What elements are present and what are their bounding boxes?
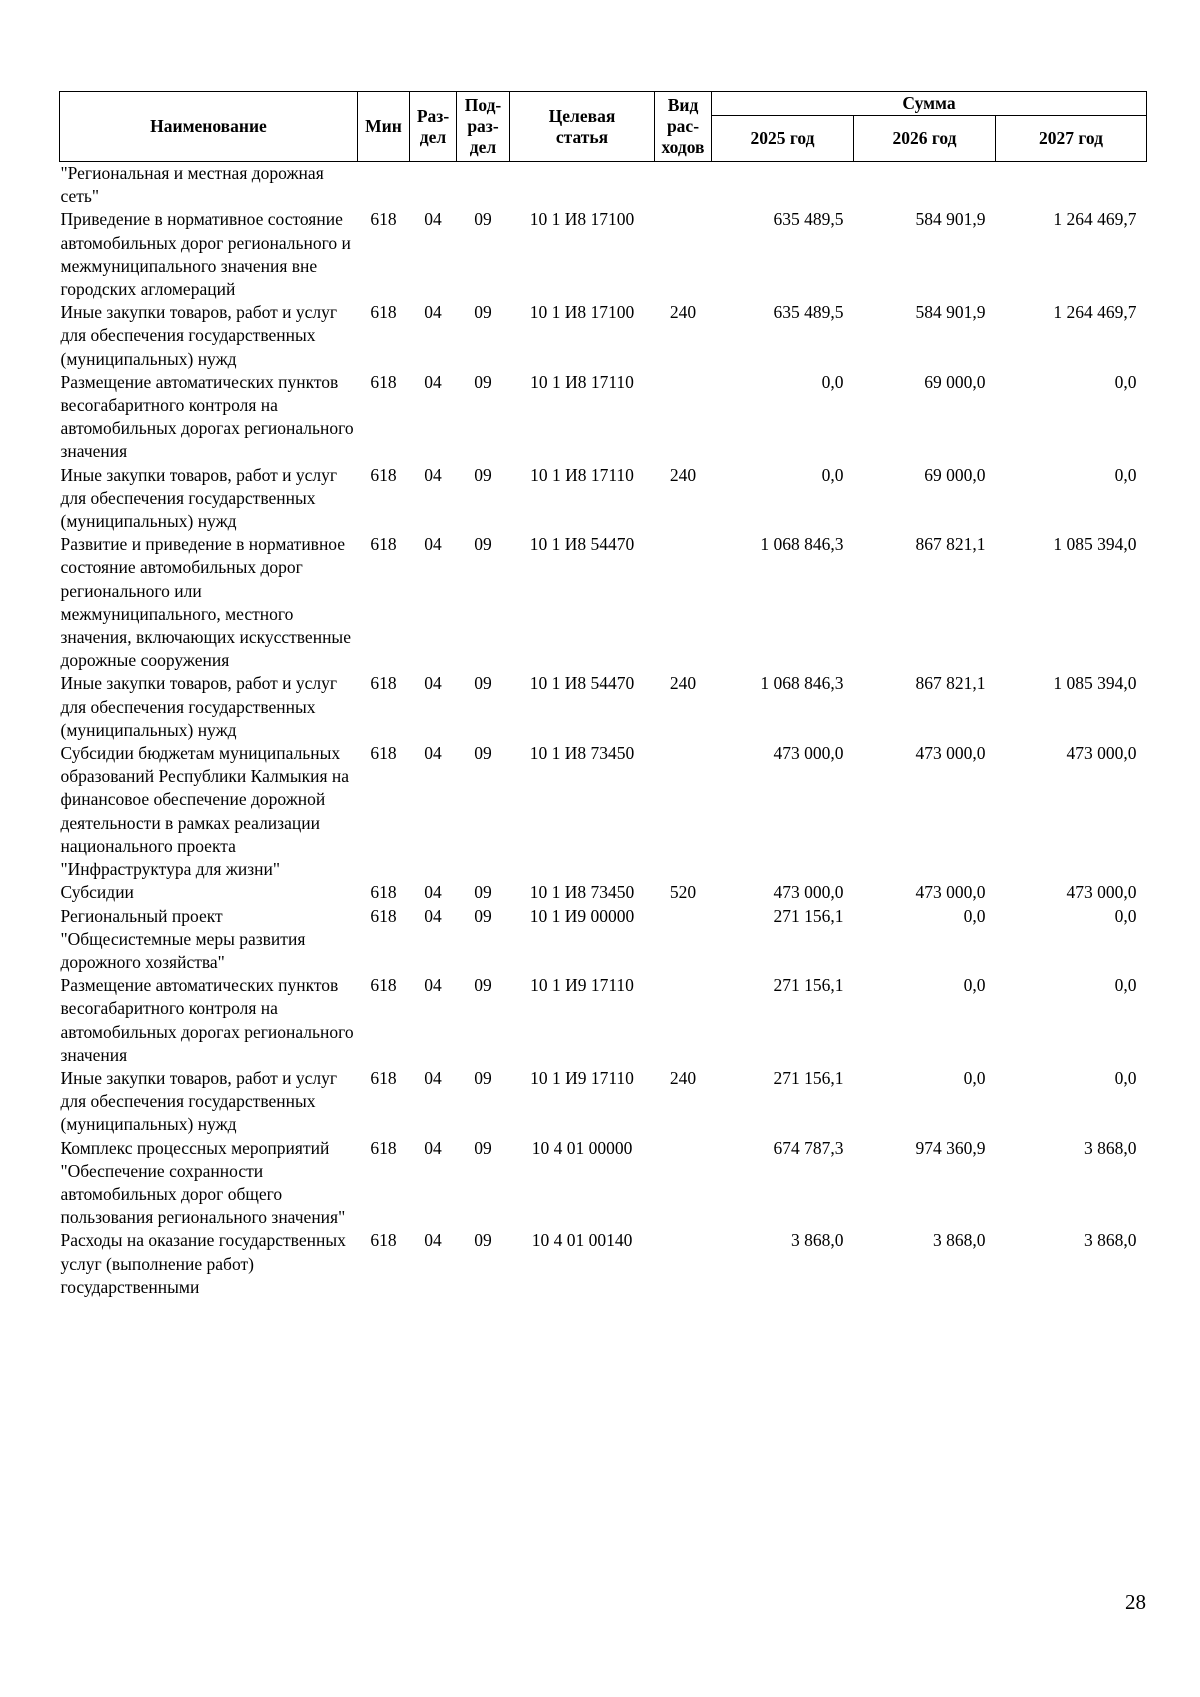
cell-razdel: 04 — [424, 673, 442, 694]
cell-razdel: 04 — [424, 464, 442, 485]
cell-sum-2027: 473 000,0 — [1066, 882, 1137, 903]
cell-sum-2025: 1 068 846,3 — [760, 673, 844, 694]
cell-sum-2026 — [854, 162, 996, 209]
page-number: 28 — [1125, 1590, 1146, 1614]
cell-vid: 240 — [669, 1067, 697, 1088]
table-row — [60, 533, 1147, 672]
cell-razdel: 04 — [424, 371, 442, 392]
cell-sum-2026: 584 901,9 — [915, 302, 986, 323]
cell-target: 10 4 01 00000 — [531, 1137, 633, 1158]
cell-sum-2027: 0,0 — [1114, 1067, 1137, 1088]
cell-sum-2027: 3 868,0 — [1084, 1230, 1137, 1251]
cell-vid — [655, 742, 712, 881]
table-row — [60, 1067, 1147, 1137]
cell-target: 10 1 И8 17100 — [529, 209, 635, 230]
cell-sum-2027: 1 264 469,7 — [1053, 302, 1137, 323]
cell-sum-2027: 0,0 — [1114, 464, 1137, 485]
cell-sum-2025: 473 000,0 — [773, 743, 844, 764]
cell-podrazdel: 09 — [474, 209, 492, 230]
table-row — [60, 742, 1147, 881]
cell-sum-2025: 271 156,1 — [773, 1067, 844, 1088]
table-row — [60, 1229, 1147, 1299]
cell-min: 618 — [370, 302, 397, 323]
cell-sum-2025: 674 787,3 — [773, 1137, 844, 1158]
header-target: Целевая статья — [510, 92, 655, 162]
cell-sum-2025: 1 068 846,3 — [760, 534, 844, 555]
cell-name: Иные закупки товаров, работ и услуг для обеспечения государственных (муниципальных) нужд — [60, 673, 338, 740]
header-year-2026: 2026 год — [854, 116, 996, 162]
cell-razdel: 04 — [424, 1067, 442, 1088]
cell-min: 618 — [370, 975, 397, 996]
header-year-2025: 2025 год — [712, 116, 854, 162]
cell-razdel — [410, 162, 457, 209]
cell-name: Субсидии — [60, 882, 134, 903]
cell-razdel: 04 — [424, 209, 442, 230]
cell-name: Приведение в нормативное состояние автомобильных дорог регионального и межмуниципального значения вне городских агломераций — [60, 209, 351, 300]
cell-sum-2027: 473 000,0 — [1066, 743, 1137, 764]
cell-sum-2026: 3 868,0 — [933, 1230, 986, 1251]
cell-target: 10 1 И8 17110 — [530, 371, 634, 392]
cell-sum-2026: 0,0 — [963, 975, 986, 996]
cell-podrazdel: 09 — [474, 1067, 492, 1088]
cell-sum-2026: 473 000,0 — [915, 743, 986, 764]
cell-sum-2027 — [996, 162, 1147, 209]
cell-target: 10 1 И8 17100 — [529, 302, 635, 323]
cell-podrazdel: 09 — [474, 534, 492, 555]
table-row — [60, 1137, 1147, 1230]
header-sum: Сумма — [712, 92, 1147, 116]
cell-vid — [655, 371, 712, 464]
cell-sum-2025: 271 156,1 — [773, 905, 844, 926]
cell-vid — [655, 533, 712, 672]
cell-sum-2026: 0,0 — [963, 905, 986, 926]
cell-target: 10 1 И8 17110 — [530, 464, 634, 485]
cell-target: 10 1 И9 00000 — [529, 905, 635, 926]
cell-target: 10 1 И9 17110 — [530, 1067, 634, 1088]
budget-table — [59, 91, 1147, 1299]
cell-sum-2025 — [712, 162, 854, 209]
cell-sum-2026: 974 360,9 — [915, 1137, 986, 1158]
cell-sum-2025: 3 868,0 — [791, 1230, 844, 1251]
cell-min: 618 — [370, 673, 397, 694]
cell-sum-2026: 0,0 — [963, 1067, 986, 1088]
cell-target: 10 1 И9 17110 — [530, 975, 634, 996]
cell-sum-2026: 69 000,0 — [924, 464, 986, 485]
cell-sum-2027: 3 868,0 — [1084, 1137, 1137, 1158]
cell-sum-2026: 69 000,0 — [924, 371, 986, 392]
cell-podrazdel: 09 — [474, 464, 492, 485]
cell-podrazdel — [457, 162, 510, 209]
table-row — [60, 208, 1147, 301]
cell-min: 618 — [370, 464, 397, 485]
cell-sum-2025: 635 489,5 — [773, 209, 844, 230]
cell-min: 618 — [370, 371, 397, 392]
cell-name: Расходы на оказание государственных услуг (выполнение работ) государственными — [60, 1230, 346, 1297]
cell-sum-2026: 867 821,1 — [915, 534, 986, 555]
cell-vid: 240 — [669, 302, 697, 323]
cell-podrazdel: 09 — [474, 882, 492, 903]
cell-sum-2026: 867 821,1 — [915, 673, 986, 694]
table-row — [60, 464, 1147, 534]
cell-name: Субсидии бюджетам муниципальных образований Республики Калмыкия на финансовое обеспечение дорожной деятельности в рамках реализации национального проекта "Инфраструктура для жизни" — [60, 743, 350, 880]
table-row — [60, 974, 1147, 1067]
table-row — [60, 672, 1147, 742]
cell-sum-2027: 0,0 — [1114, 371, 1137, 392]
table-row — [60, 162, 1147, 209]
cell-podrazdel: 09 — [474, 1137, 492, 1158]
cell-razdel: 04 — [424, 975, 442, 996]
table-row — [60, 881, 1147, 904]
header-vid: Вид рас- ходов — [655, 92, 712, 162]
cell-podrazdel: 09 — [474, 743, 492, 764]
cell-vid — [655, 1137, 712, 1230]
header-name: Наименование — [60, 92, 358, 162]
cell-target: 10 4 01 00140 — [531, 1230, 633, 1251]
cell-podrazdel: 09 — [474, 905, 492, 926]
cell-min: 618 — [370, 905, 397, 926]
header-podrazdel: Под- раз- дел — [457, 92, 510, 162]
cell-sum-2025: 0,0 — [821, 371, 844, 392]
cell-vid — [655, 162, 712, 209]
cell-vid — [655, 905, 712, 975]
cell-name: Комплекс процессных мероприятий "Обеспечение сохранности автомобильных дорог общего пользования регионального значения" — [60, 1137, 346, 1228]
cell-sum-2025: 271 156,1 — [773, 975, 844, 996]
cell-name: Развитие и приведение в нормативное состояние автомобильных дорог регионального или межмуниципального, местного значения, включающих искусственные дорожные сооружения — [60, 534, 351, 671]
cell-razdel: 04 — [424, 302, 442, 323]
cell-podrazdel: 09 — [474, 371, 492, 392]
cell-sum-2026: 584 901,9 — [915, 209, 986, 230]
cell-sum-2027: 1 085 394,0 — [1053, 534, 1137, 555]
cell-sum-2025: 473 000,0 — [773, 882, 844, 903]
cell-vid: 520 — [669, 882, 697, 903]
cell-min: 618 — [370, 209, 397, 230]
cell-vid: 240 — [669, 464, 697, 485]
cell-min: 618 — [370, 1137, 397, 1158]
table-row — [60, 905, 1147, 975]
cell-min: 618 — [370, 882, 397, 903]
cell-name: Размещение автоматических пунктов весогабаритного контроля на автомобильных дорогах регионального значения — [60, 371, 354, 462]
cell-podrazdel: 09 — [474, 673, 492, 694]
cell-sum-2025: 635 489,5 — [773, 302, 844, 323]
cell-vid: 240 — [669, 673, 697, 694]
cell-target: 10 1 И8 73450 — [529, 743, 635, 764]
cell-vid — [655, 1229, 712, 1299]
cell-podrazdel: 09 — [474, 975, 492, 996]
cell-target — [510, 162, 655, 209]
cell-target: 10 1 И8 54470 — [529, 673, 635, 694]
header-min: Мин — [358, 92, 410, 162]
cell-razdel: 04 — [424, 882, 442, 903]
header-razdel: Раз- дел — [410, 92, 457, 162]
cell-podrazdel: 09 — [474, 1230, 492, 1251]
cell-min — [358, 162, 410, 209]
table-body — [60, 162, 1147, 1299]
cell-name: Иные закупки товаров, работ и услуг для обеспечения государственных (муниципальных) нужд — [60, 464, 338, 532]
cell-vid — [655, 974, 712, 1067]
cell-min: 618 — [370, 1230, 397, 1251]
cell-name: Иные закупки товаров, работ и услуг для обеспечения государственных (муниципальных) нужд — [60, 302, 338, 369]
cell-sum-2027: 1 264 469,7 — [1053, 209, 1137, 230]
cell-razdel: 04 — [424, 905, 442, 926]
cell-podrazdel: 09 — [474, 302, 492, 323]
cell-name: Размещение автоматических пунктов весогабаритного контроля на автомобильных дорогах регионального значения — [60, 975, 354, 1065]
header-year-2027: 2027 год — [996, 116, 1147, 162]
cell-sum-2027: 0,0 — [1114, 905, 1137, 926]
cell-name: Иные закупки товаров, работ и услуг для обеспечения государственных (муниципальных) нужд — [60, 1067, 338, 1135]
cell-razdel: 04 — [424, 534, 442, 555]
cell-min: 618 — [370, 534, 397, 555]
cell-target: 10 1 И8 73450 — [529, 882, 635, 903]
cell-sum-2026: 473 000,0 — [915, 882, 986, 903]
cell-razdel: 04 — [424, 1230, 442, 1251]
table-row — [60, 301, 1147, 371]
cell-razdel: 04 — [424, 1137, 442, 1158]
cell-name: Региональный проект "Общесистемные меры развития дорожного хозяйства" — [60, 905, 306, 972]
cell-sum-2027: 0,0 — [1114, 975, 1137, 996]
table-row — [60, 371, 1147, 464]
cell-min: 618 — [370, 1067, 397, 1088]
cell-razdel: 04 — [424, 743, 442, 764]
cell-vid — [655, 208, 712, 301]
cell-target: 10 1 И8 54470 — [529, 534, 635, 555]
cell-sum-2025: 0,0 — [821, 464, 844, 485]
cell-sum-2027: 1 085 394,0 — [1053, 673, 1137, 694]
cell-name: "Региональная и местная дорожная сеть" — [60, 163, 324, 207]
table-header — [60, 92, 1147, 162]
cell-min: 618 — [370, 743, 397, 764]
